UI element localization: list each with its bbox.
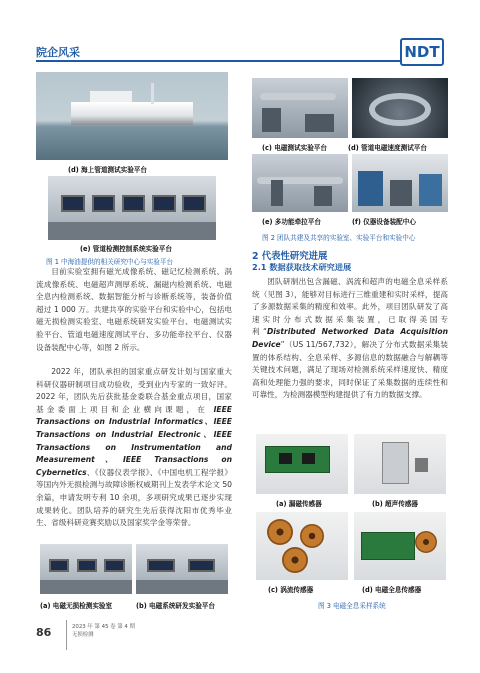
- offshore-pipeline-photo: [36, 72, 228, 160]
- figure1-caption-d: (d) 海上管道测试实验平台: [68, 166, 147, 174]
- traction-platform-photo: [252, 154, 348, 212]
- figure2-caption-d: (d) 管道电磁速度测试平台: [348, 144, 427, 152]
- journal-name: 无损检测: [72, 632, 94, 638]
- mfl-sensor-photo: [256, 434, 348, 494]
- left-figure-caption-b: (b) 电磁系统研发实验平台: [136, 602, 215, 610]
- eddy-current-sensor-photo: [256, 512, 348, 580]
- right-paragraph: [252, 276, 448, 402]
- right-paragraph-part1: 团队研制出包含漏磁、涡流和超声的电磁全息采样系统（见图 3），能够对目标进行三维重建和实时采样，提高了多源数据采集的精度和效率。此外，项目团队研发了高速实时分布式数据采集装置，已取得美国专利“: [252, 277, 448, 337]
- em-holographic-sensor-photo: [354, 512, 446, 580]
- pipe-velocity-platform-photo: [352, 78, 448, 138]
- left-paragraph-2-part1: 2022 年，团队承担的国家重点研发计划与国家重大科研仪器研制项目成功验收，受到业内专家的一致好评。2022 年，团队先后获批基金委联合基金重点项目，国家基金委面上项目和企业横向课题，在: [36, 367, 232, 414]
- figure2-caption-e: (e) 多功能牵拉平台: [262, 218, 321, 226]
- patent-title: Distributed Networked Data Acquisition Device: [252, 327, 449, 349]
- left-paragraph-2-part2: 、《仪器仪表学报》、《中国电机工程学报》等国内外无损检测与故障诊断权威期刊上发表学术论文 50 余篇，申请发明专利 10 余项，多项研究成果已逐步实现成果转化。团队培养的研究生先后获得沈阳市优秀毕业生、省级科研竞赛奖励以及国家奖学金等荣誉。: [36, 467, 232, 528]
- figure2-caption-c: (c) 电磁测试实验平台: [262, 144, 327, 152]
- figure1-caption-e: (e) 管道检测控制系统实验平台: [80, 245, 172, 253]
- left-paragraph-2: [36, 366, 232, 530]
- figure3-caption-b: (b) 超声传感器: [372, 500, 419, 508]
- em-test-platform-photo: [252, 78, 348, 138]
- journal-list: IEEE Transactions on Industrial Informatics、IEEE Transactions on Industrial Electronic、IEEE Transactions on Instrumentation and Measurement、IEEE Transactions on Cybernetics: [36, 404, 232, 477]
- ndt-lab-photo: [40, 544, 132, 594]
- header-rule: [36, 60, 424, 62]
- figure2-caption-f: (f) 仪器设备装配中心: [352, 218, 416, 226]
- page-number: 86: [36, 626, 52, 639]
- figure3-caption-d: (d) 电磁全息传感器: [362, 586, 422, 594]
- section-heading: 2 代表性研究进展: [252, 251, 328, 262]
- control-system-photo: [48, 176, 216, 240]
- figure3-caption-c: (c) 涡流传感器: [268, 586, 314, 594]
- em-rnd-platform-photo: [136, 544, 228, 594]
- sub-heading: 2.1 数据获取技术研究进展: [252, 262, 352, 272]
- left-figure-caption-a: (a) 电磁无损检测实验室: [40, 602, 113, 610]
- left-paragraph-1: 目前实验室拥有磁光成像系统、磁记忆检测系统、涡流成像系统、电磁超声测厚系统、漏磁内检测系统、电磁全息内检测系统、数据智能分析与诊断系统等，装备价值超过 1 000 万。共建共享的实验平台和实验中心，包括电磁无损检测实验室、电磁系统研发实验平台、电磁测试实验平台、管道电磁速度测试平台、多功能牵拉平台、仪器设备装配中心等，如图 2 所示。: [36, 267, 232, 352]
- figure3-caption: 图 3 电磁全息采样系统: [318, 602, 386, 610]
- ultrasonic-sensor-photo: [354, 434, 446, 494]
- footer-info: [72, 623, 135, 639]
- figure3-caption-a: (a) 漏磁传感器: [276, 500, 322, 508]
- section-title: 院企风采: [36, 46, 80, 59]
- assembly-center-photo: [352, 154, 448, 212]
- figure2-caption: 图 2 团队共建及共享的实验室、实验平台和实验中心: [262, 234, 416, 242]
- issue-info: 2023 年 第 45 卷 第 4 期: [72, 624, 135, 630]
- footer-divider: [66, 620, 67, 650]
- figure1-caption: 图 1 中海油提供的相关研究中心与实验平台: [46, 258, 174, 266]
- right-paragraph-part2: ”（US 11/567,732），解决了分布式数据采集装置的体系结构、全息采样、多源信息的数据融合与解耦等关键技术问题，满足了现场对检测系统采样速度快、精度高和处理能力强的要求，同时保证了采集数据的连续性和可靠性，为检测器模型构建提供了有力的数据支撑。: [252, 339, 448, 400]
- journal-logo: NDT: [400, 38, 444, 66]
